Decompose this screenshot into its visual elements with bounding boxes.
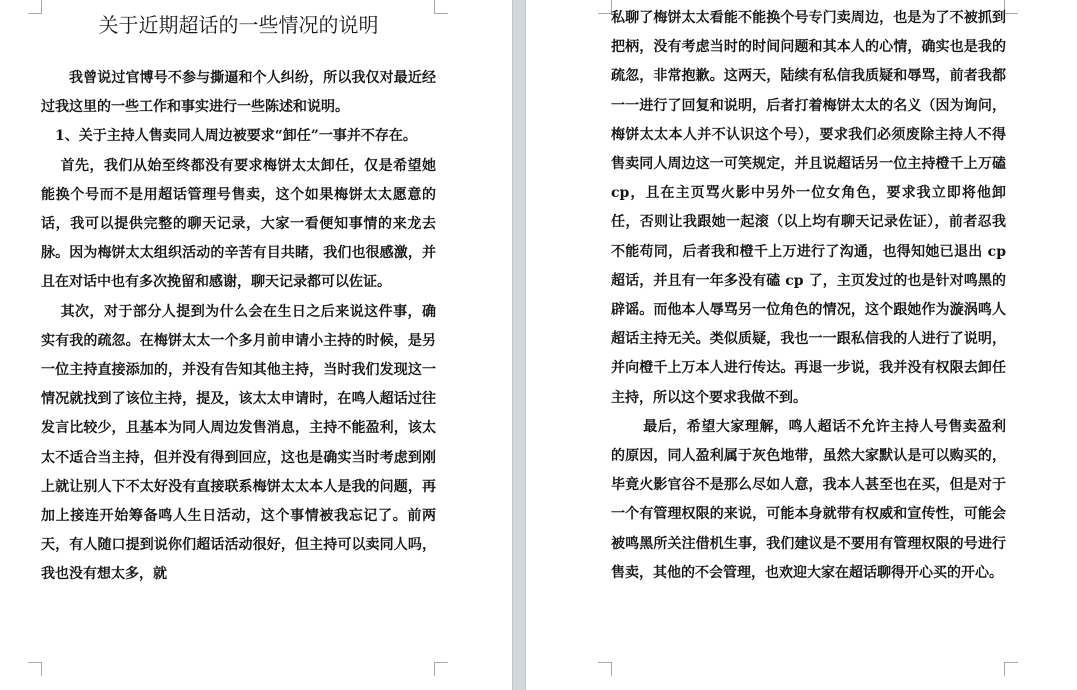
paragraph-section-1: 1、关于主持人售卖同人周边被要求“卸任”一事并不存在。 [55, 128, 417, 145]
document-page-left [0, 0, 512, 690]
crop-mark-top-left [598, 0, 612, 14]
page-gutter [512, 0, 526, 690]
document-title: 关于近期超话的一些情况的说明 [98, 13, 379, 37]
crop-mark-top-right [434, 0, 448, 14]
paragraph-second: 其次，对于部分人提到为什么会在生日之后来说这件事，确实有我的疏忽。在梅饼太太一个多月前申请小主持的时候，是另一位主持直接添加的，并没有告知其他主持，当时我们发现这一情况就找到了该位主持，提及，该太太申请时，在鸣人超话过往发言比较少，且基本为同人周边发售消息，主持不能盈利，该太太不适合当主持，但并没有得到回应，这也是确实当时考虑到刚上就让别人下不太好没有直接联系梅饼太太本人是我的问题，再加上接连开始筹备鸣人生日活动，这个事情被我忘记了。前两天，有人随口提到说你们超话活动很好，但主持可以卖同人吗，我也没有想太多，就 [41, 303, 436, 583]
page-right-content[interactable] [611, 4, 1006, 588]
crop-mark-bottom-left [598, 662, 612, 676]
crop-mark-bottom-right [434, 662, 448, 676]
crop-mark-bottom-left [28, 662, 42, 676]
crop-mark-top-left [28, 0, 42, 14]
paragraph-first: 首先，我们从始至终都没有要求梅饼太太卸任，仅是希望她能换个号而不是用超话管理号售卖，这个如果梅饼太太愿意的话，我可以提供完整的聊天记录，大家一看便知事情的来龙去脉。因为梅饼太太组织活动的辛苦有目共睹，我们也很感激，并且在对话中也有多次挽留和感谢，聊天记录都可以佐证。 [41, 157, 436, 291]
page-left-content[interactable] [41, 0, 436, 590]
crop-mark-bottom-right [1004, 662, 1018, 676]
crop-mark-top-right [1004, 0, 1018, 14]
paragraph-continued: 私聊了梅饼太太看能不能换个号专门卖周边，也是为了不被抓到把柄，没有考虑当时的时间问题和其本人的心情，确实也是我的疏忽，非常抱歉。这两天，陆续有私信我质疑和辱骂，前者我都一一进行了回复和说明，后者打着梅饼太太的名义（因为询问，梅饼太太本人并不认识这个号），要求我们必须废除主持人不得售卖同人周边这一可笑规定，并且说超话另一位主持橙千上万磕 cp，且在主页骂火影中另外一位女角色，要求我立即将他卸任，否则让我跟她一起滚（以上均有聊天记录佐证），前者忍我不能苟同，后者我和橙千上万进行了沟通，也得知她已退出 cp 超话，并且有一年多没有磕 cp 了，主页发过的也是针对鸣黑的辟谣。而他本人辱骂另一位角色的情况，这个跟她作为漩涡鸣人超话主持无关。类似质疑，我也一一跟私信我的人进行了说明，并向橙千上万本人进行传达。再退一步说，我并没有权限去卸任主持，所以这个要求我做不到。 [611, 10, 1006, 406]
document-page-right [526, 0, 1077, 690]
paragraph-intro: 我曾说过官博号不参与撕逼和个人纠纷，所以我仅对最近经过我这里的一些工作和事实进行一些陈述和说明。 [41, 70, 436, 116]
paragraph-final: 最后，希望大家理解，鸣人超话不允许主持人号售卖盈利的原因，同人盈利属于灰色地带，虽然大家默认是可以购买的，毕竟火影官谷不是那么尽如人意，我本人甚至也在买，但是对于一个有管理权限的来说，可能本身就带有权威和宣传性，可能会被鸣黑所关注借机生事，我们建议是不要用有管理权限的号进行售卖，其他的不会管理，也欢迎大家在超话聊得开心买的开心。 [611, 418, 1006, 581]
